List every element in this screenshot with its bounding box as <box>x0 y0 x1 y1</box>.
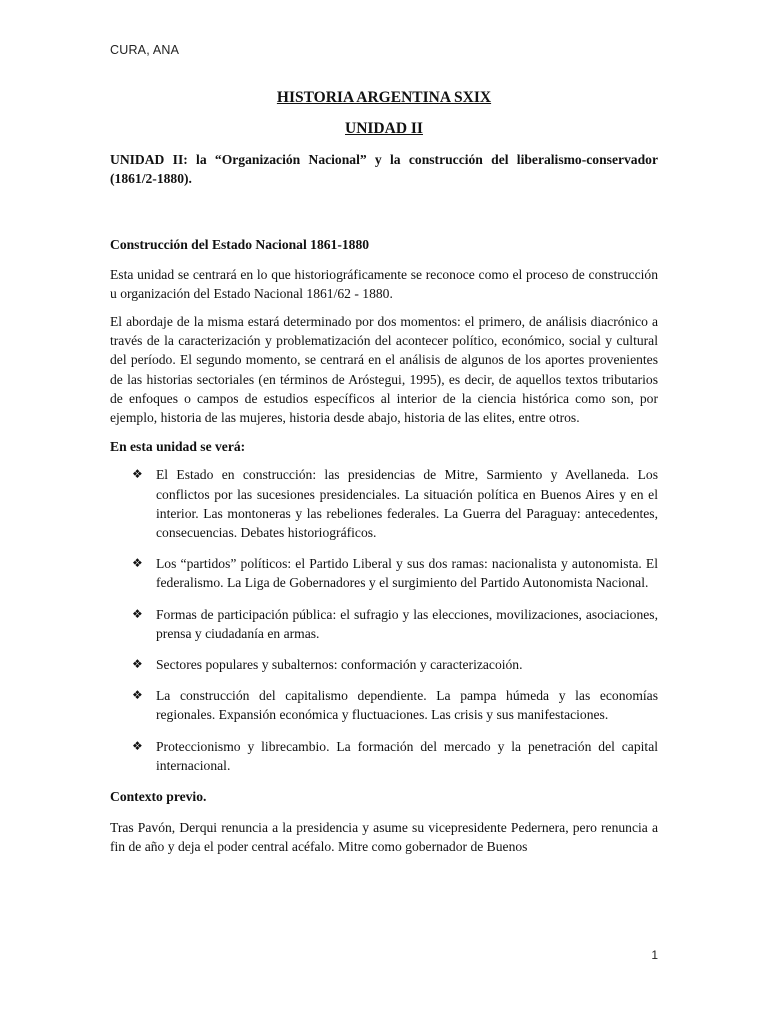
list-item-text: Los “partidos” políticos: el Partido Liberal y sus dos ramas: nacionalista y autonomista. El federalismo. La Liga de Gobernadores y el surgimiento del Partido Autonomista Nacional. <box>156 556 658 591</box>
document-body <box>110 88 658 857</box>
page-number: 1 <box>651 948 658 962</box>
topic-list <box>110 465 658 775</box>
list-item <box>132 605 658 643</box>
diamond-bullet-icon: ❖ <box>132 467 143 482</box>
section-heading: Construcción del Estado Nacional 1861-1880 <box>110 237 370 253</box>
unit-title: UNIDAD II <box>345 120 423 137</box>
diamond-bullet-icon: ❖ <box>132 657 143 672</box>
context-heading: Contexto previo. <box>110 789 207 805</box>
list-item <box>132 554 658 592</box>
diamond-bullet-icon: ❖ <box>132 556 143 571</box>
list-item-text: Formas de participación pública: el sufragio y las elecciones, movilizaciones, asociaciones, prensa y ciudadanía en armas. <box>156 606 658 641</box>
list-item-text: La construcción del capitalismo dependiente. La pampa húmeda y las economías regionales. Expansión económica y fluctuaciones. Las crisis y sus manifestaciones. <box>156 688 658 723</box>
context-paragraph: Tras Pavón, Derqui renuncia a la presidencia y asume su vicepresidente Pedernera, pero renuncia a fin de año y deja el poder central acéfalo. Mitre como gobernador de Buenos <box>110 820 658 855</box>
list-item-text: Proteccionismo y librecambio. La formación del mercado y la penetración del capital internacional. <box>156 738 658 773</box>
list-item-text: Sectores populares y subalternos: conformación y caracterizacoión. <box>156 657 523 673</box>
list-item-text: El Estado en construcción: las presidencias de Mitre, Sarmiento y Avellaneda. Los conflictos por las sucesiones presidenciales. La situación política en Buenos Aires y en el interior. Las montoneras y las rebeliones federales. La Guerra del Paraguay: antecedentes, consecuencias. Debates historiográficos. <box>156 467 658 541</box>
diamond-bullet-icon: ❖ <box>132 606 143 621</box>
list-item <box>132 655 658 674</box>
document-title: HISTORIA ARGENTINA SXIX <box>276 89 492 106</box>
list-item <box>132 686 658 724</box>
body-paragraph: El abordaje de la misma estará determinado por dos momentos: el primero, de análisis diacrónico a través de la caracterización y problematización del acontecer político, económico, social y cultural del período. El segundo momento, se centrará en el análisis de algunos de los aportes provenientes de las historias sectoriales (en términos de Aróstegui, 1995), es decir, de aquellos textos tributarios de enfoques o campos de estudios específicos al interior de la ciencia histórica como son, por ejemplo, historia de las mujeres, historia desde abajo, historia de las elites, entre otros. <box>110 314 658 426</box>
list-item <box>132 465 658 542</box>
list-item <box>132 737 658 775</box>
unit-subtitle: UNIDAD II: la “Organización Nacional” y la construcción del liberalismo-conservador (1861/2-1880). <box>110 152 658 187</box>
body-paragraph: Esta unidad se centrará en lo que historiográficamente se reconoce como el proceso de construcción u organización del Estado Nacional 1861/62 - 1880. <box>110 266 658 301</box>
header-author: CURA, ANA <box>110 43 180 57</box>
diamond-bullet-icon: ❖ <box>132 688 143 703</box>
sub-heading: En esta unidad se verá: <box>110 439 246 455</box>
diamond-bullet-icon: ❖ <box>132 738 143 753</box>
